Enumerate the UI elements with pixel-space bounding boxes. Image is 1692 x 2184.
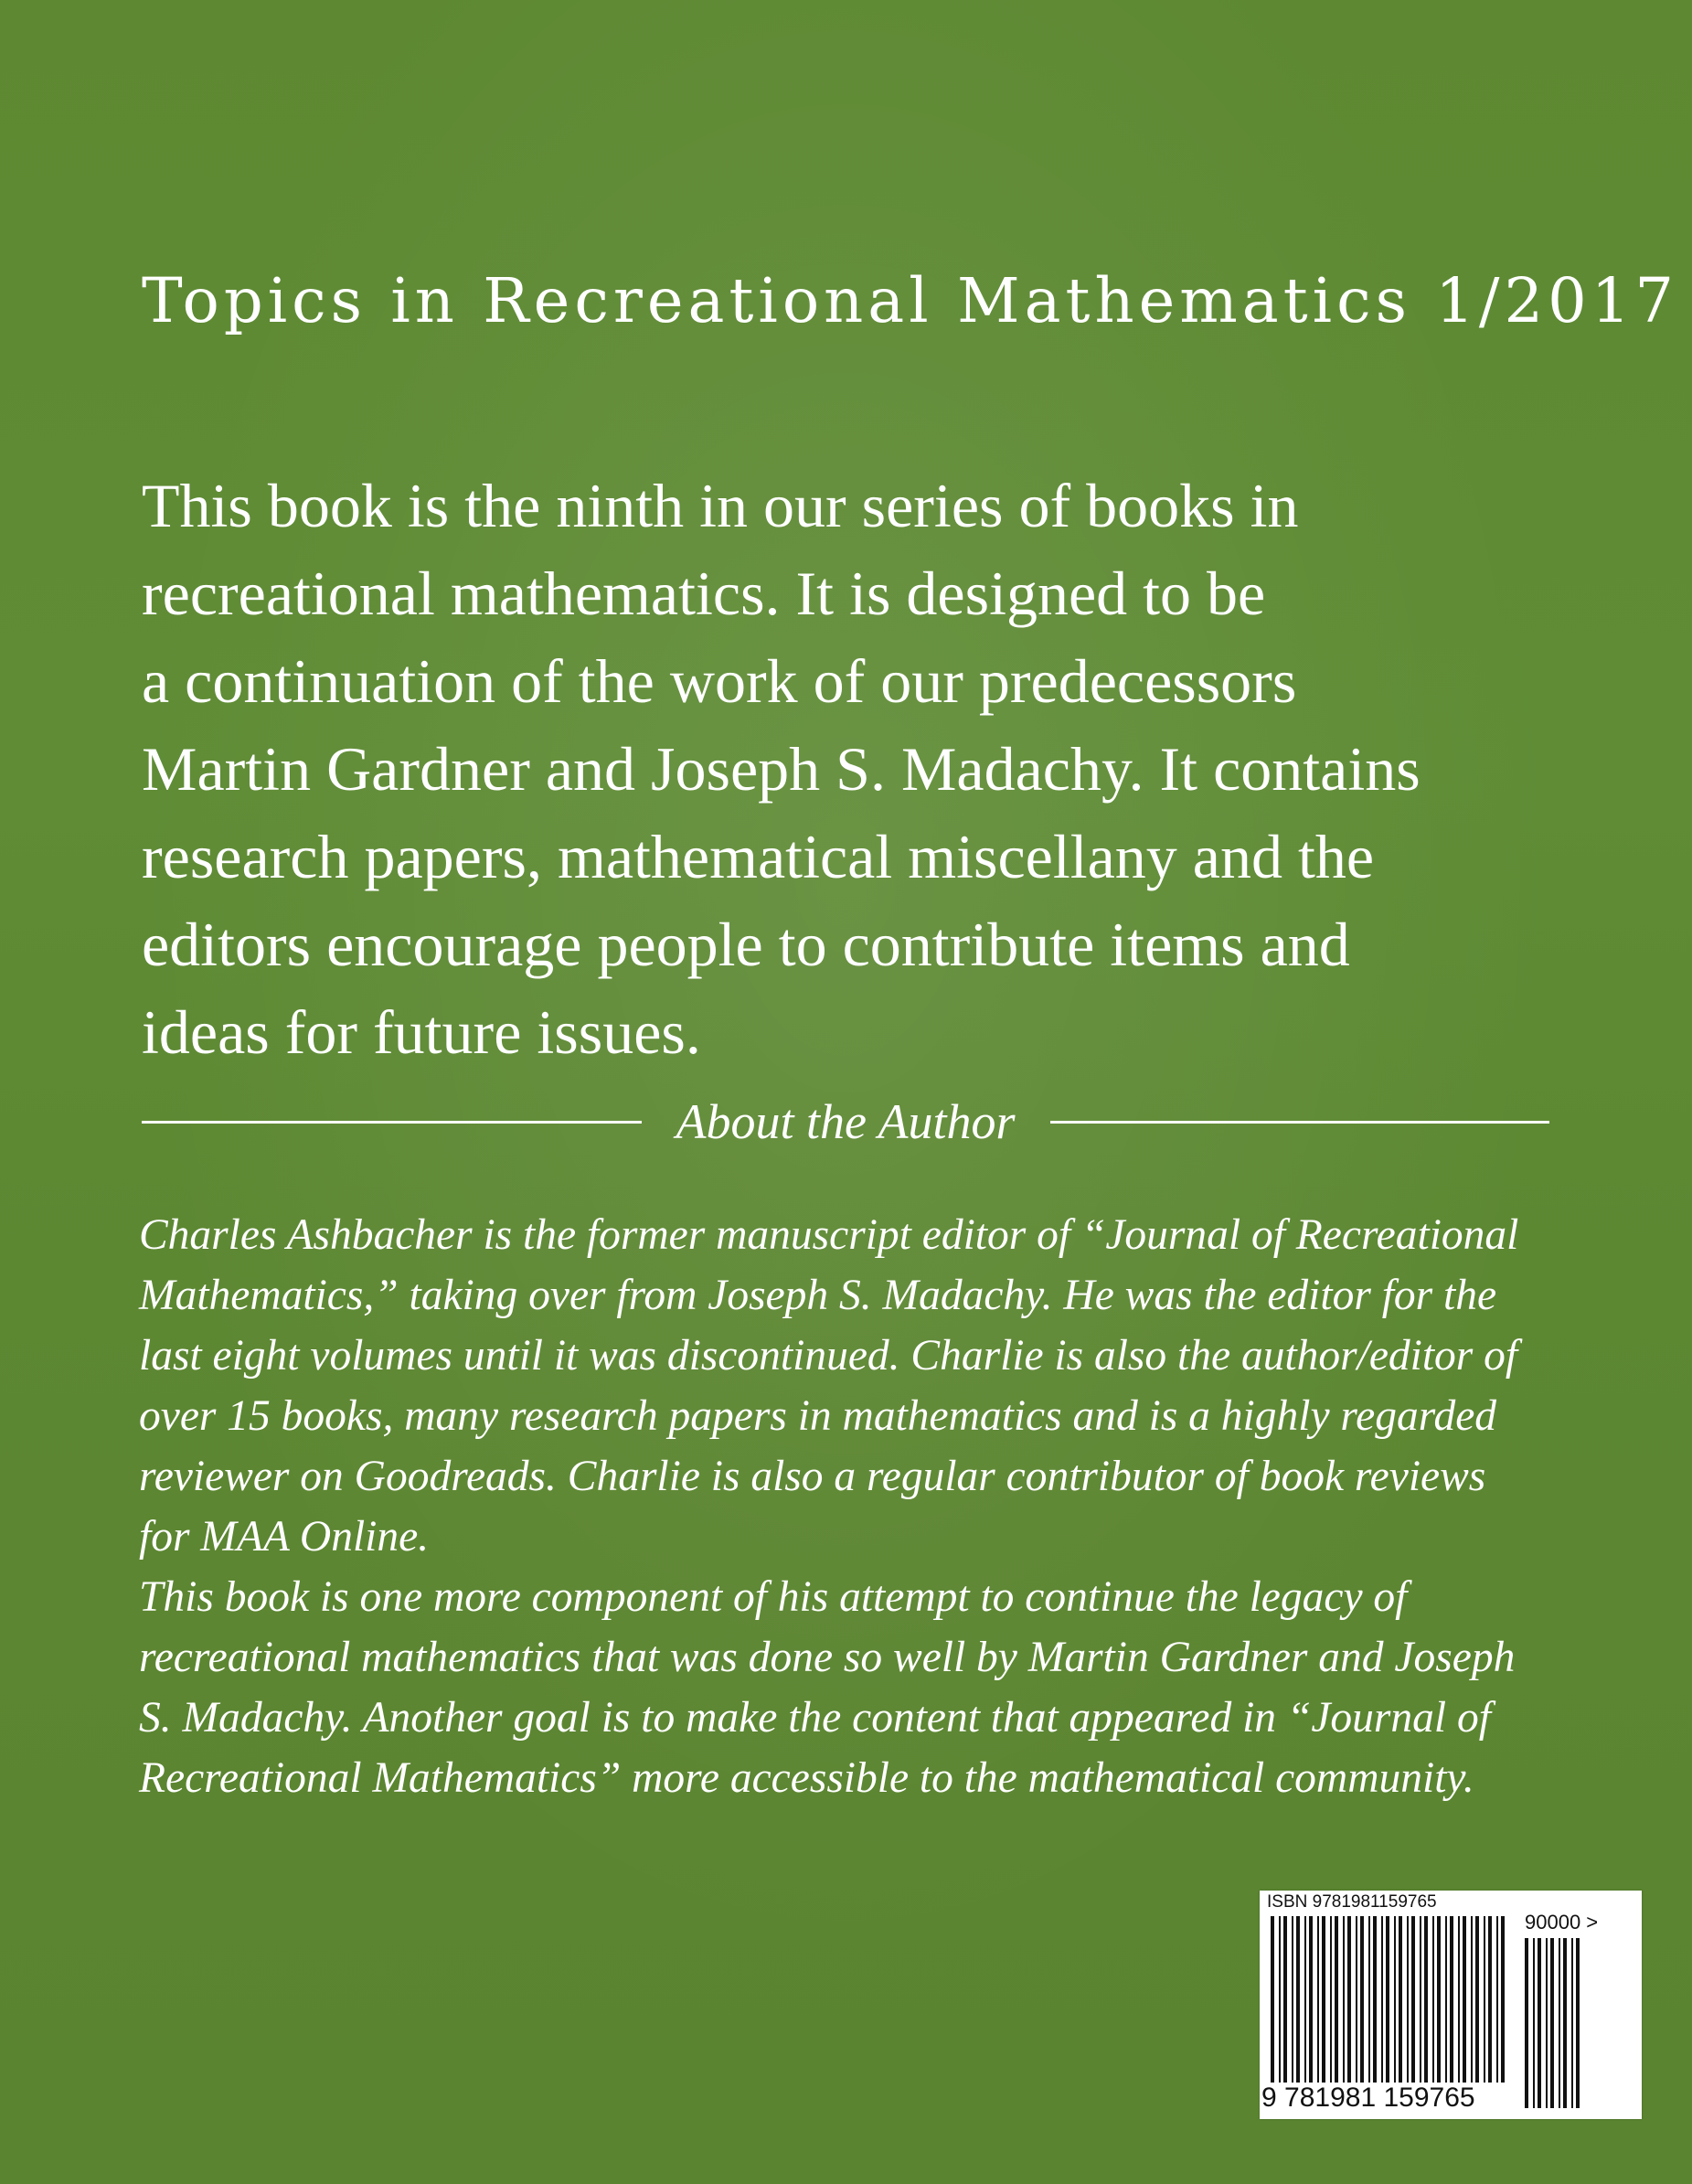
barcode-bar <box>1386 1916 1389 2108</box>
barcode-bar <box>1283 1916 1287 2108</box>
barcode-bar <box>1533 1938 1535 2108</box>
divider-left <box>142 1121 642 1124</box>
barcode-bar <box>1525 1938 1528 2108</box>
divider-right <box>1050 1121 1550 1124</box>
barcode-bar <box>1445 1916 1447 2108</box>
barcode-bar <box>1424 1916 1428 2108</box>
bio-line: last eight volumes until it was discontinued. Charlie is also the author/editor of <box>139 1332 1518 1380</box>
barcode-bar <box>1347 1916 1351 2108</box>
bio-line: Mathematics,” taking over from Joseph S. Madachy. He was the editor for the <box>139 1272 1497 1319</box>
barcode-bar <box>1309 1916 1313 2108</box>
barcode-bar <box>1571 1938 1573 2108</box>
barcode-bar <box>1550 1938 1554 2108</box>
bio-line: recreational mathematics that was done so well by Martin Gardner and Joseph <box>139 1634 1516 1681</box>
barcode-bar <box>1343 1916 1345 2108</box>
blurb-line: recreational mathematics. It is designed to be <box>142 559 1266 628</box>
barcode-bar <box>1458 1916 1460 2108</box>
barcode-bar <box>1432 1916 1434 2108</box>
series-title: Topics in Recreational Mathematics 1/2017 <box>142 265 1678 336</box>
barcode-bar <box>1330 1916 1332 2108</box>
barcode-bar <box>1496 1916 1498 2108</box>
isbn-label: ISBN 9781981159765 <box>1267 1892 1437 1912</box>
blurb-line: ideas for future issues. <box>142 997 701 1067</box>
author-bio <box>139 1205 1574 1808</box>
barcode-bar <box>1463 1916 1466 2108</box>
barcode-bar <box>1501 1916 1505 2108</box>
barcode-bar <box>1484 1916 1485 2108</box>
barcode-bar <box>1322 1916 1325 2108</box>
blurb-line: Martin Gardner and Joseph S. Madachy. It contains <box>142 734 1421 804</box>
barcode-bar <box>1471 1916 1473 2108</box>
barcode-bar <box>1292 1916 1293 2108</box>
barcode-bar <box>1304 1916 1306 2108</box>
barcode-digits: 9 781981 159765 <box>1261 2083 1508 2114</box>
barcode-bar <box>1317 1916 1319 2108</box>
barcode-bar <box>1356 1916 1357 2108</box>
bio-line: This book is one more component of his attempt to continue the legacy of <box>139 1573 1408 1621</box>
barcode-bar <box>1538 1938 1541 2108</box>
barcode-bar <box>1420 1916 1421 2108</box>
barcode-bar <box>1450 1916 1453 2108</box>
barcode-bar <box>1373 1916 1377 2108</box>
price-code: 90000 > <box>1525 1911 1599 1934</box>
barcode-bar <box>1407 1916 1409 2108</box>
blurb-line: editors encourage people to contribute items and <box>142 910 1350 979</box>
barcode-bar <box>1360 1916 1364 2108</box>
book-blurb <box>142 462 1568 1076</box>
barcode-bar <box>1576 1938 1580 2108</box>
isbn-barcode <box>1260 1891 1642 2119</box>
bio-line: Charles Ashbacher is the former manuscript editor of “Journal of Recreational <box>139 1211 1519 1259</box>
about-author-heading <box>142 1090 1549 1154</box>
barcode-bar <box>1394 1916 1396 2108</box>
barcode-bar <box>1563 1938 1567 2108</box>
bio-line: over 15 books, many research papers in mathematics and is a highly regarded <box>139 1392 1497 1440</box>
bio-line: Recreational Mathematics” more accessible to the mathematical community. <box>139 1754 1474 1802</box>
barcode-bar <box>1368 1916 1370 2108</box>
barcode-bar <box>1546 1938 1548 2108</box>
barcode-bar <box>1411 1916 1415 2108</box>
barcode-bar <box>1559 1938 1560 2108</box>
barcode-bar <box>1399 1916 1402 2108</box>
barcode-bar <box>1437 1916 1441 2108</box>
about-author-label: About the Author <box>676 1094 1016 1149</box>
barcode-bar <box>1381 1916 1383 2108</box>
blurb-line: research papers, mathematical miscellany and the <box>142 822 1375 891</box>
bio-line: for MAA Online. <box>139 1513 430 1561</box>
bio-line: S. Madachy. Another goal is to make the content that appeared in “Journal of <box>139 1694 1491 1742</box>
barcode-bar <box>1271 1916 1274 2108</box>
blurb-line: a continuation of the work of our predecessors <box>142 646 1297 716</box>
barcode-bar <box>1475 1916 1479 2108</box>
bio-line: reviewer on Goodreads. Charlie is also a regular contributor of book reviews <box>139 1453 1486 1500</box>
barcode-bar <box>1488 1916 1492 2108</box>
barcode-bar <box>1279 1916 1281 2108</box>
barcode-bar <box>1335 1916 1338 2108</box>
barcode-bar <box>1296 1916 1300 2108</box>
blurb-line: This book is the ninth in our series of books in <box>142 471 1299 540</box>
